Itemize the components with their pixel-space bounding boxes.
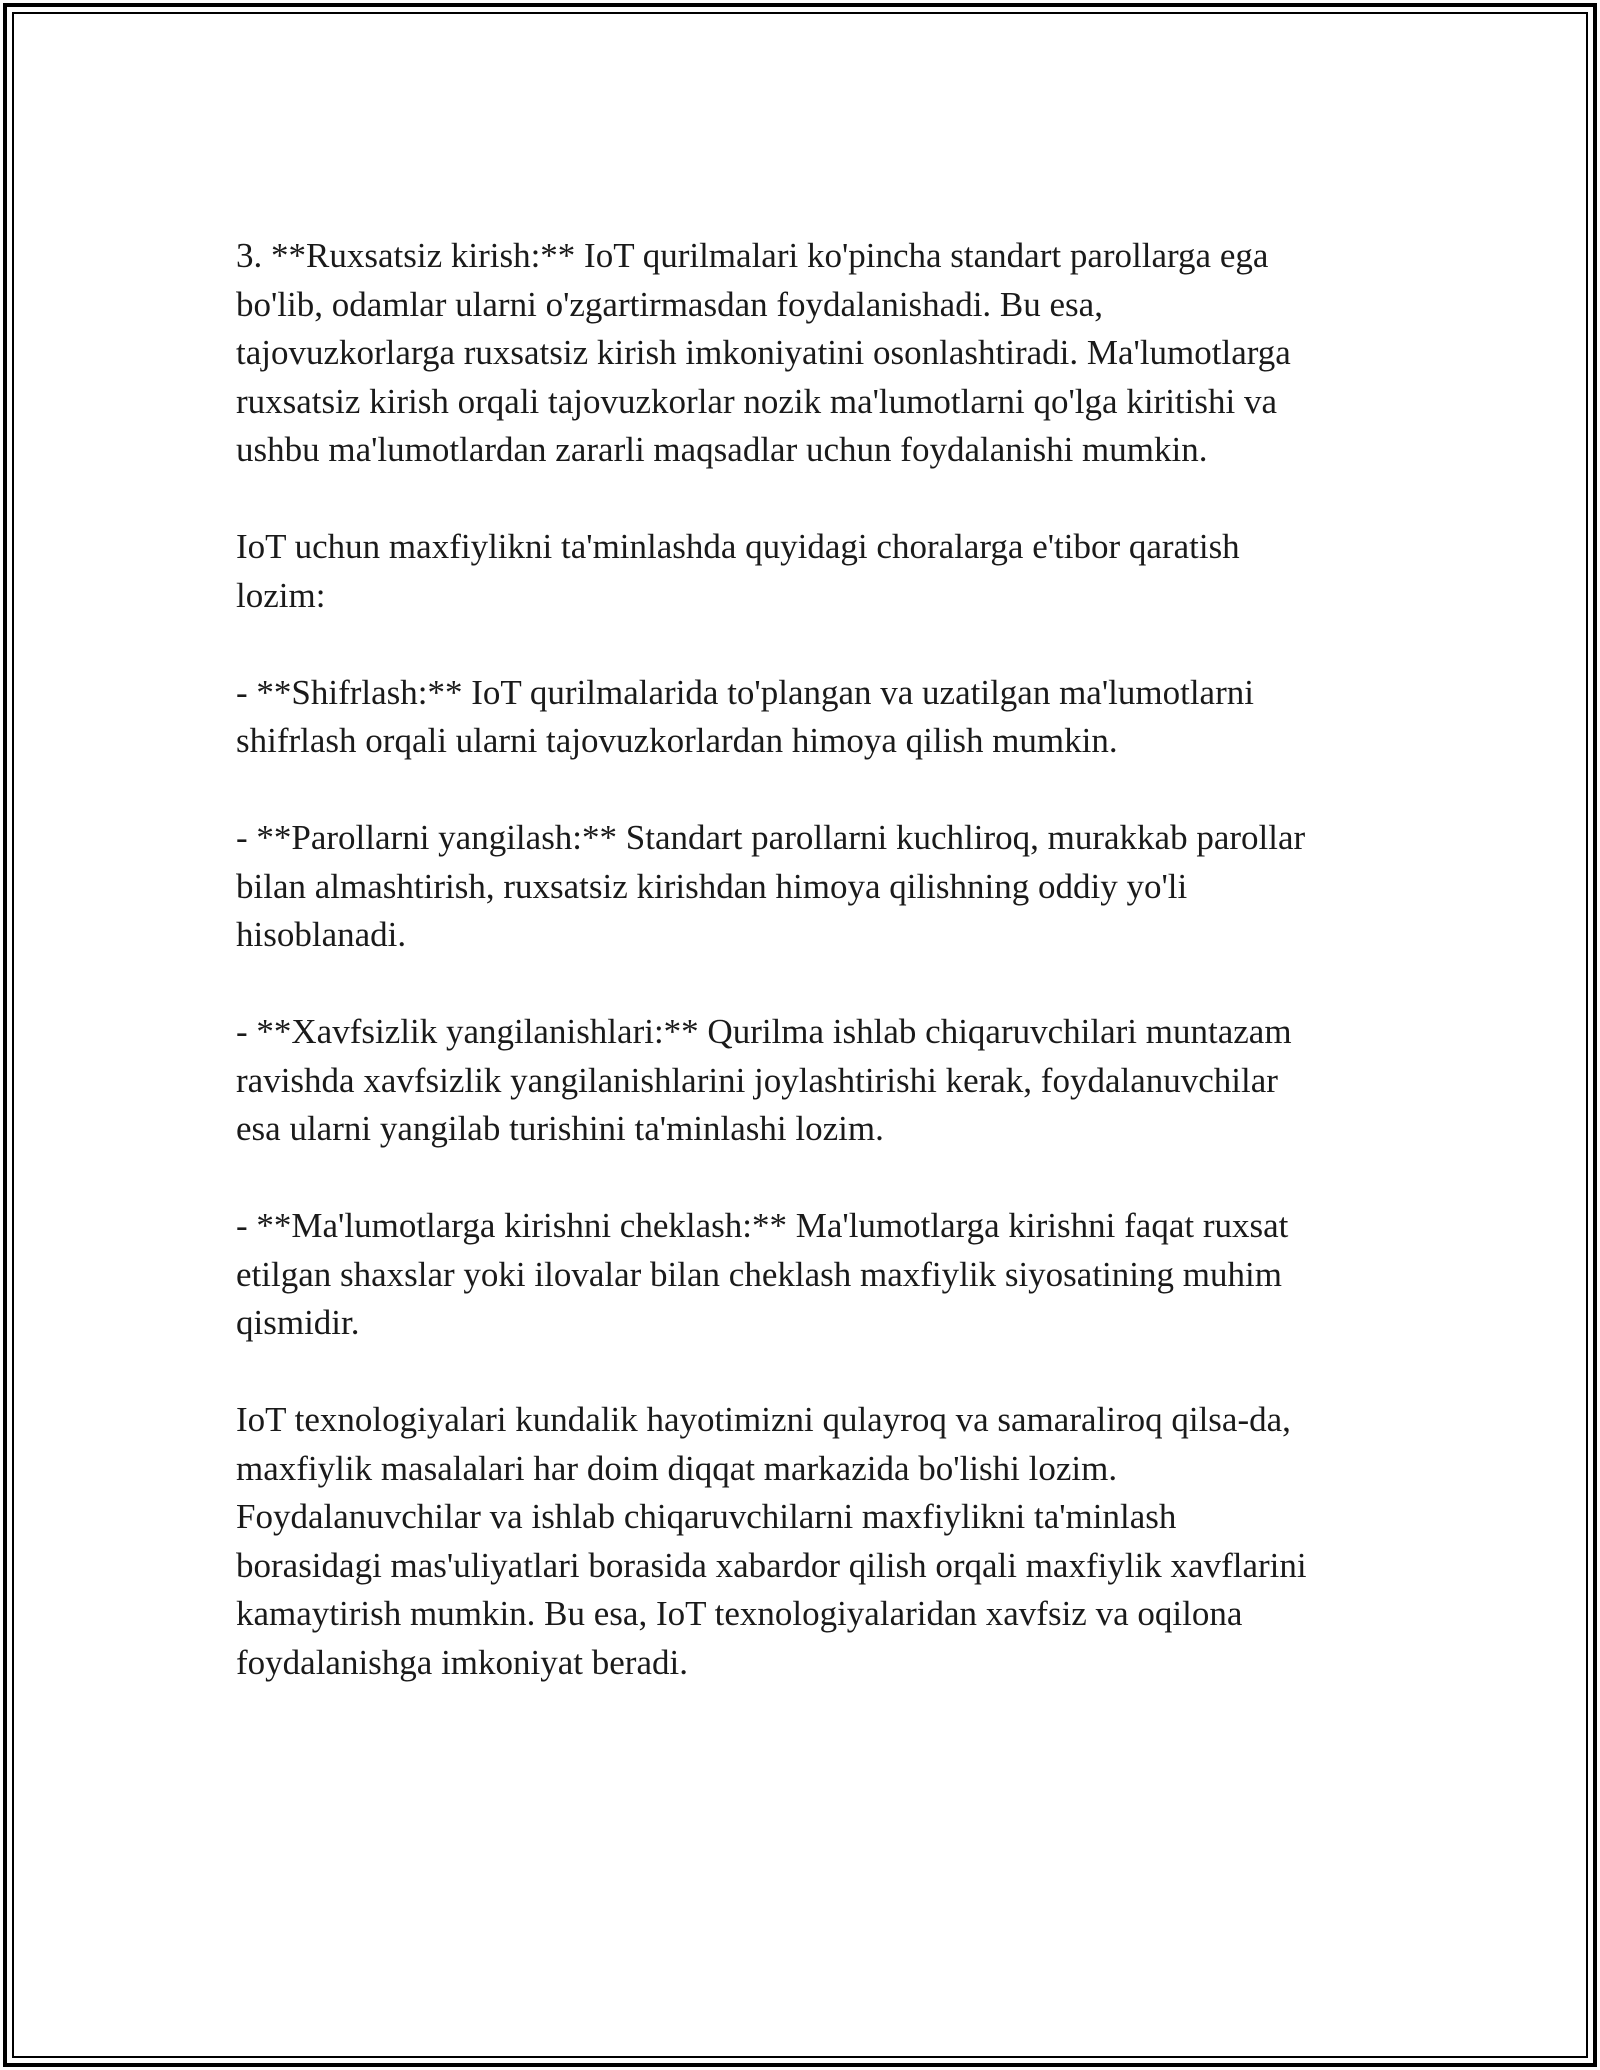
paragraph-privacy-measures-intro: IoT uchun maxfiylikni ta'minlashda quyidagi choralarga e'tibor qaratish lozim: (236, 527, 1240, 615)
list-item-security-updates: - **Xavfsizlik yangilanishlari:** Qurilma ishlab chiqaruvchilari muntazam ravishda xavfsizlik yangilanishlarini joylashtirishi kerak, foydalanuvchilar esa ularni yangilab turishini ta'minlashi lozim. (236, 1012, 1292, 1148)
paragraph-unauthorized-access: 3. **Ruxsatsiz kirish:** IoT qurilmalari ko'pincha standart parollarga ega bo'lib, odamlar ularni o'zgartirmasdan foydalanishadi. Bu esa, tajovuzkorlarga ruxsatsiz kirish imkoniyatini osonlashtiradi. Ma'lumotlarga ruxsatsiz kirish orqali tajovuzkorlar nozik ma'lumotlarni qo'lga kiritishi va ushbu ma'lumotlardan zararli maqsadlar uchun foydalanishi mumkin. (236, 236, 1291, 469)
list-item-encryption: - **Shifrlash:** IoT qurilmalarida to'plangan va uzatilgan ma'lumotlarni shifrlash orqali ularni tajovuzkorlardan himoya qilish mumkin. (236, 672, 1254, 760)
paragraph-conclusion: IoT texnologiyalari kundalik hayotimizni qulayroq va samaraliroq qilsa-da, maxfiylik masalalari har doim diqqat markazida bo'lishi lozim. Foydalanuvchilar va ishlab chiqaruvchilarni maxfiylikni ta'minlash borasidagi mas'uliyatlari borasida xabardor qilish orqali maxfiylik xavflarini kamaytirish mumkin. Bu esa, IoT texnologiyalaridan xavfsiz va oqilona foydalanishga imkoniyat beradi. (236, 1400, 1307, 1682)
list-item-access-restriction: - **Ma'lumotlarga kirishni cheklash:** Ma'lumotlarga kirishni faqat ruxsat etilgan shaxslar yoki ilovalar bilan cheklash maxfiylik siyosatining muhim qismidir. (236, 1206, 1289, 1342)
list-item-password-update: - **Parollarni yangilash:** Standart parollarni kuchliroq, murakkab parollar bilan almashtirish, ruxsatsiz kirishdan himoya qilishning oddiy yo'li hisoblanadi. (236, 818, 1306, 954)
document-body (236, 232, 1396, 1687)
